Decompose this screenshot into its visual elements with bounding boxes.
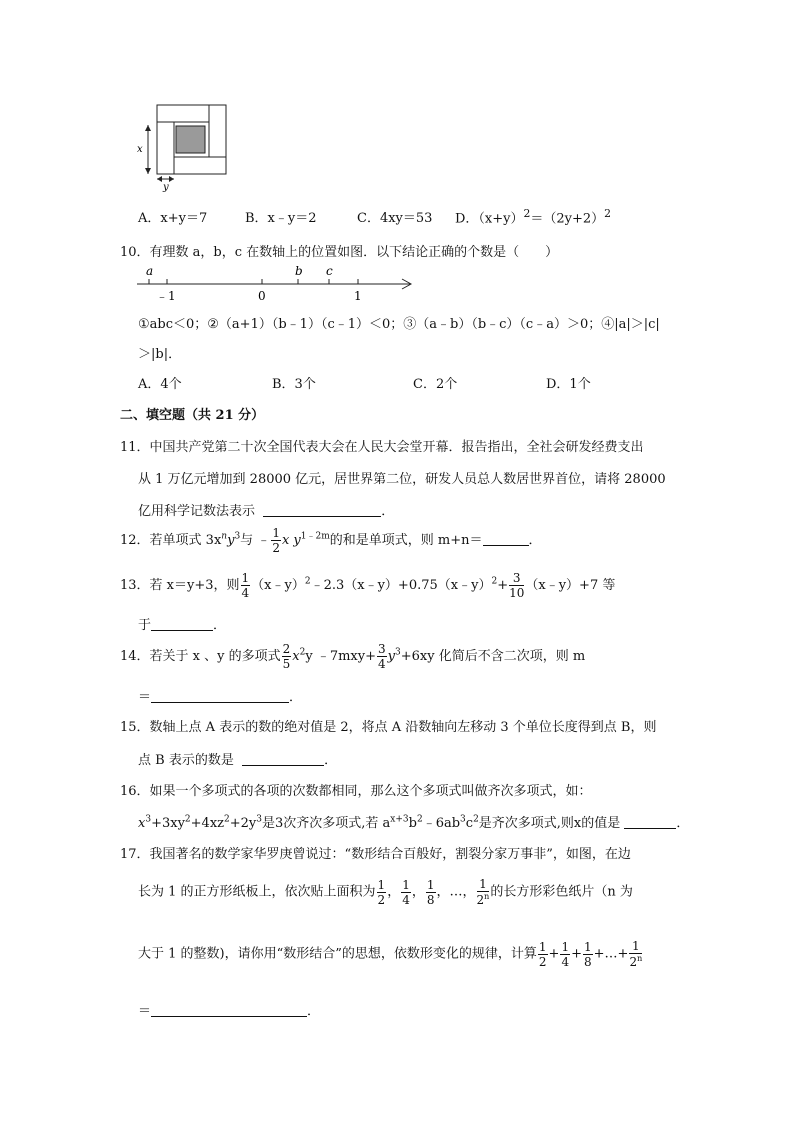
point-c-label: c bbox=[326, 264, 333, 278]
figure-y-label: y bbox=[163, 182, 169, 192]
q11-line2: 从 1 万亿元增加到 28000 亿元，居世界第二位，研发人员总人数居世界首位，请将 28000 bbox=[138, 472, 666, 487]
section-heading: 二、填空题（共 21 分） bbox=[120, 408, 265, 423]
square-figure bbox=[134, 100, 234, 192]
q15-line2: 点 B 表示的数是 ． bbox=[138, 753, 338, 768]
q10-option-d: D．1个 bbox=[546, 377, 591, 392]
q10-option-a: A．4个 bbox=[138, 377, 182, 392]
q17-line4: ＝ ． bbox=[138, 1004, 321, 1019]
q17-line3: 大于 1 的整数)，请你用“数形结合”的思想，依数形变化的规律，计算 $\frac{1}{2}$ + $\frac{1}{4}$ + $\frac{1}{8}$ +…+ $\frac{1}{2^n}$ bbox=[138, 939, 643, 969]
q16-line2: $x^3+3xy^2+4xz^2+2y^3$是3次齐次多项式,若 $a^{x+3}b^2﹣6ab^3c^2$是齐次多项式,则x的值是 ． bbox=[138, 814, 690, 831]
point-a-label: a bbox=[146, 264, 154, 278]
q15-answer-blank[interactable] bbox=[242, 752, 324, 766]
point-b-label: b bbox=[295, 264, 303, 278]
q11-answer-blank[interactable] bbox=[263, 503, 381, 517]
q14-answer-blank[interactable] bbox=[151, 689, 289, 703]
q14-line2: ＝ ． bbox=[138, 690, 303, 705]
tick-minus-one: ﹣1 bbox=[156, 289, 176, 303]
q9-option-c: C．4xy＝53 bbox=[357, 211, 433, 226]
q9-option-b: B．x﹣y＝2 bbox=[245, 211, 317, 226]
q17-line2: 长为 1 的正方形纸板上，依次贴上面积为 $\frac{1}{2}$ ， $\frac{1}{4}$ ， $\frac{1}{8}$ ，…， $\frac{1}{2^n}$ 的长方形彩色纸片（n 为 bbox=[138, 877, 633, 907]
number-line bbox=[134, 262, 419, 304]
q16-line1: 16．如果一个多项式的各项的次数都相同，那么这个多项式叫做齐次多项式，如： bbox=[120, 784, 592, 799]
q10-option-c: C．2个 bbox=[413, 377, 458, 392]
q17-line1: 17．我国著名的数学家华罗庚曾说过：“数形结合百般好，割裂分家万事非”，如图，在边 bbox=[120, 847, 631, 862]
q14-line1: 14．若关于 x 、y 的多项式 $\frac{2}{5}$ $x^2y$ ﹣7mxy+ $\frac{3}{4}$ $y^3+6xy$ 化简后不含二次项，则 m bbox=[120, 642, 586, 671]
tick-one: 1 bbox=[354, 289, 362, 303]
q15-line1: 15．数轴上点 A 表示的数的绝对值是 2，将点 A 沿数轴向左移动 3 个单位长度得到点 B，则 bbox=[120, 720, 657, 735]
q13-answer-blank[interactable] bbox=[151, 617, 213, 631]
q9-option-a: A．x+y＝7 bbox=[138, 211, 208, 226]
q13-line1: 13．若 x＝y+3，则 $\frac{1}{4}$ （x﹣y）$^2$﹣2.3（x﹣y）+0.75（x﹣y）$^2$+ $\frac{3}{10}$ （x﹣y）+7 等 bbox=[120, 571, 616, 600]
figure-x-label: x bbox=[137, 144, 143, 155]
tick-zero: 0 bbox=[258, 289, 266, 303]
q9-option-d: D．$(x+y)^2=(2y+2)^2$ bbox=[455, 207, 612, 227]
q12-line: 12．若单项式 $3x^ny^3$与 ﹣ $\frac{1}{2}$ x $y^{1﹣2m}$的和是单项式，则 m+n＝ ． bbox=[120, 526, 542, 555]
q11-line3: 亿用科学记数法表示 ． bbox=[138, 504, 395, 519]
q13-line2: 于 ． bbox=[138, 618, 227, 633]
q10-option-b: B．3个 bbox=[272, 377, 316, 392]
q11-line1: 11．中国共产党第二十次全国代表大会在人民大会堂开幕．报告指出，全社会研发经费支出 bbox=[120, 440, 644, 455]
q17-answer-blank[interactable] bbox=[151, 1003, 307, 1017]
q12-answer-blank[interactable] bbox=[483, 532, 529, 546]
q10-conclusions-line2: ＞|b|． bbox=[138, 347, 182, 362]
q10-conclusions-line1: ①abc＜0；②（a+1）（b﹣1）（c﹣1）＜0；③（a﹣b）（b﹣c）（c﹣a）＞0；④|a|＞|c| bbox=[138, 317, 660, 332]
q10-stem: 10．有理数 a，b，c 在数轴上的位置如图．以下结论正确的个数是（ ） bbox=[120, 245, 559, 260]
q16-answer-blank[interactable] bbox=[624, 815, 676, 829]
